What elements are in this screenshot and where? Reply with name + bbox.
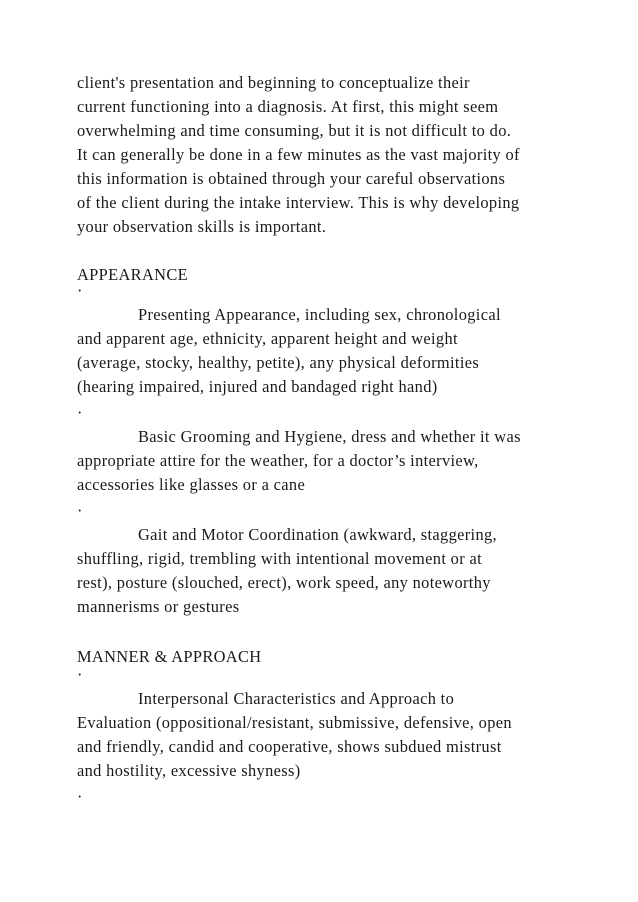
item-line: Presenting Appearance, including sex, chronological [138, 305, 501, 324]
intro-line: this information is obtained through your careful observations [77, 169, 506, 188]
intro-line: It can generally be done in a few minutes as the vast majority of [77, 145, 520, 164]
item-line: appropriate attire for the weather, for a doctor’s interview, [77, 451, 479, 470]
item-line: and hostility, excessive shyness) [77, 761, 301, 780]
item-line: and apparent age, ethnicity, apparent height and weight [77, 329, 458, 348]
item-line: (hearing impaired, injured and bandaged right hand) [77, 377, 438, 396]
item-line: rest), posture (slouched, erect), work speed, any noteworthy [77, 573, 491, 592]
section-heading: APPEARANCE [77, 265, 188, 284]
bullet-marker: · [77, 665, 83, 684]
intro-line: your observation skills is important. [77, 217, 327, 236]
intro-line: client's presentation and beginning to conceptualize their [77, 73, 470, 92]
item-line: mannerisms or gestures [77, 597, 240, 616]
item-line: accessories like glasses or a cane [77, 475, 306, 494]
bullet-marker: · [77, 501, 83, 520]
bullet-marker: · [77, 403, 83, 422]
item-line: Evaluation (oppositional/resistant, submissive, defensive, open [77, 713, 512, 732]
item-line: shuffling, rigid, trembling with intentional movement or at [77, 549, 483, 568]
item-line: Basic Grooming and Hygiene, dress and whether it was [138, 427, 521, 446]
item-line: (average, stocky, healthy, petite), any physical deformities [77, 353, 480, 372]
item-line: Interpersonal Characteristics and Approach to [138, 689, 455, 708]
intro-line: overwhelming and time consuming, but it is not difficult to do. [77, 121, 512, 140]
intro-line: of the client during the intake interview. This is why developing [77, 193, 520, 212]
intro-line: current functioning into a diagnosis. At first, this might seem [77, 97, 499, 116]
item-line: Gait and Motor Coordination (awkward, staggering, [138, 525, 497, 544]
bullet-marker: · [77, 281, 83, 300]
item-line: and friendly, candid and cooperative, shows subdued mistrust [77, 737, 502, 756]
section-heading: MANNER & APPROACH [77, 647, 262, 666]
bullet-marker: · [77, 787, 83, 806]
